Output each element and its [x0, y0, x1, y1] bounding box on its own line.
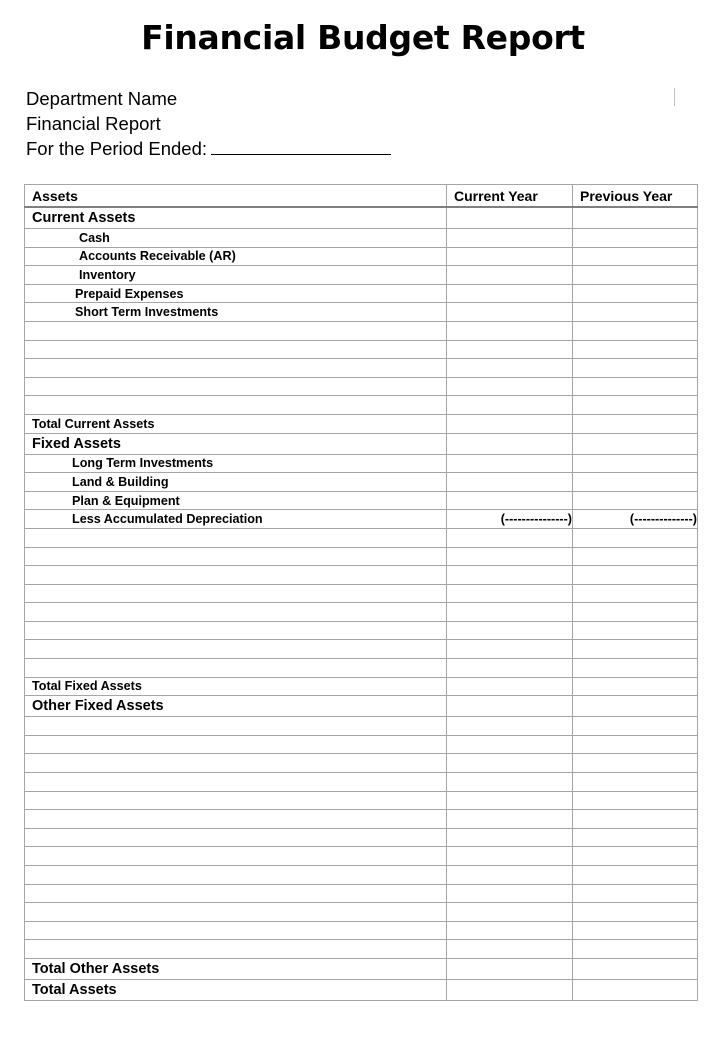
blank-row: [25, 735, 698, 754]
table-cell[interactable]: [25, 903, 447, 922]
table-cell[interactable]: [25, 773, 447, 792]
table-cell[interactable]: [25, 828, 447, 847]
table-cell[interactable]: [447, 696, 573, 717]
table-cell[interactable]: [447, 603, 573, 622]
blank-row: [25, 940, 698, 959]
table-cell[interactable]: [447, 528, 573, 547]
table-cell[interactable]: [573, 454, 698, 473]
table-cell[interactable]: [447, 828, 573, 847]
grand-total-row: [25, 979, 698, 1000]
table-cell[interactable]: [447, 433, 573, 454]
table-cell[interactable]: [573, 677, 698, 696]
row-label: Plan & Equipment: [25, 491, 447, 510]
table-cell[interactable]: [573, 377, 698, 396]
table-row: [25, 454, 698, 473]
table-cell[interactable]: [447, 958, 573, 979]
table-cell[interactable]: [573, 491, 698, 510]
total-fixed-assets-label: Total Fixed Assets: [25, 677, 447, 696]
table-cell[interactable]: [25, 547, 447, 566]
report-header: [26, 86, 391, 161]
table-cell[interactable]: [447, 640, 573, 659]
section-current-assets: [25, 207, 698, 229]
table-cell[interactable]: [573, 847, 698, 866]
row-label: Cash: [25, 229, 447, 248]
blank-row: [25, 810, 698, 829]
blank-row: [25, 377, 698, 396]
table-row: [25, 303, 698, 322]
table-cell[interactable]: [447, 284, 573, 303]
table-cell[interactable]: [447, 754, 573, 773]
blank-row: [25, 528, 698, 547]
blank-row: [25, 547, 698, 566]
table-cell[interactable]: [447, 903, 573, 922]
section-fixed-assets: [25, 433, 698, 454]
blank-row: [25, 340, 698, 359]
table-cell[interactable]: [447, 810, 573, 829]
table-cell[interactable]: [447, 884, 573, 903]
table-cell[interactable]: [573, 303, 698, 322]
blank-row: [25, 791, 698, 810]
table-cell[interactable]: [25, 884, 447, 903]
table-cell[interactable]: [573, 247, 698, 266]
table-row: [25, 284, 698, 303]
table-cell[interactable]: [447, 866, 573, 885]
row-label: Inventory: [25, 266, 447, 285]
blank-row: [25, 847, 698, 866]
table-row: [25, 247, 698, 266]
table-cell[interactable]: [25, 921, 447, 940]
table-cell[interactable]: [573, 207, 698, 229]
table-cell[interactable]: [447, 340, 573, 359]
table-cell[interactable]: [447, 791, 573, 810]
table-cell[interactable]: [573, 359, 698, 378]
table-cell[interactable]: [25, 396, 447, 415]
table-cell[interactable]: [573, 414, 698, 433]
blank-row: [25, 773, 698, 792]
table-cell[interactable]: [447, 396, 573, 415]
row-label: Land & Building: [25, 473, 447, 492]
table-cell[interactable]: [25, 717, 447, 736]
table-cell[interactable]: [447, 547, 573, 566]
total-assets-label: Total Assets: [25, 979, 447, 1000]
table-cell[interactable]: [573, 229, 698, 248]
blank-row: [25, 621, 698, 640]
total-other-assets-label: Total Other Assets: [25, 958, 447, 979]
table-cell[interactable]: [573, 921, 698, 940]
table-cell[interactable]: [573, 473, 698, 492]
table-cell[interactable]: [573, 866, 698, 885]
period-blank[interactable]: [211, 137, 391, 155]
blank-row: [25, 659, 698, 678]
table-cell[interactable]: [447, 735, 573, 754]
table-cell[interactable]: [573, 396, 698, 415]
table-cell[interactable]: [573, 696, 698, 717]
section-other-fixed-assets: [25, 696, 698, 717]
blank-row: [25, 321, 698, 340]
table-cell[interactable]: [447, 247, 573, 266]
table-cell[interactable]: [447, 717, 573, 736]
table-cell[interactable]: [447, 491, 573, 510]
table-cell[interactable]: [573, 979, 698, 1000]
table-cell[interactable]: [573, 640, 698, 659]
table-cell[interactable]: [447, 207, 573, 229]
table-cell[interactable]: [447, 621, 573, 640]
table-cell[interactable]: [573, 321, 698, 340]
column-header-current-year: Current Year: [447, 185, 573, 208]
table-cell[interactable]: [573, 266, 698, 285]
row-label: Short Term Investments: [25, 303, 447, 322]
table-cell[interactable]: [573, 958, 698, 979]
table-cell[interactable]: [573, 340, 698, 359]
table-cell[interactable]: [573, 810, 698, 829]
table-cell[interactable]: [573, 773, 698, 792]
report-name: Financial Report: [26, 113, 161, 134]
table-cell[interactable]: [447, 566, 573, 585]
table-cell[interactable]: [447, 414, 573, 433]
table-cell[interactable]: [573, 284, 698, 303]
table-cell[interactable]: [25, 621, 447, 640]
table-cell[interactable]: [573, 566, 698, 585]
depreciation-previous-cell[interactable]: (--------------): [573, 510, 698, 529]
table-cell[interactable]: [25, 603, 447, 622]
blank-row: [25, 566, 698, 585]
table-cell[interactable]: [447, 921, 573, 940]
blank-row: [25, 584, 698, 603]
table-cell[interactable]: [573, 621, 698, 640]
blank-row: [25, 640, 698, 659]
total-row: [25, 414, 698, 433]
table-row: [25, 229, 698, 248]
table-cell[interactable]: [573, 433, 698, 454]
row-label: Accounts Receivable (AR): [25, 247, 447, 266]
table-row: [25, 473, 698, 492]
blank-row: [25, 359, 698, 378]
table-cell[interactable]: [573, 884, 698, 903]
table-row: [25, 266, 698, 285]
column-header-assets: Assets: [25, 185, 447, 208]
table-cell[interactable]: [25, 321, 447, 340]
table-cell[interactable]: [25, 359, 447, 378]
table-cell[interactable]: [573, 717, 698, 736]
depreciation-current-cell[interactable]: (---------------): [447, 510, 573, 529]
blank-row: [25, 754, 698, 773]
text-cursor-mark: [674, 88, 675, 106]
row-label: Prepaid Expenses: [25, 284, 447, 303]
department-name: Department Name: [26, 88, 178, 109]
section-heading: Current Assets: [25, 207, 447, 229]
table-cell[interactable]: [447, 773, 573, 792]
table-row: [25, 510, 698, 529]
table-cell[interactable]: [447, 266, 573, 285]
table-cell[interactable]: [447, 677, 573, 696]
table-cell[interactable]: [25, 584, 447, 603]
table-cell[interactable]: [573, 584, 698, 603]
blank-row: [25, 828, 698, 847]
table-cell[interactable]: [447, 229, 573, 248]
page-title: Financial Budget Report: [141, 18, 585, 57]
table-cell[interactable]: [25, 791, 447, 810]
table-cell[interactable]: [573, 603, 698, 622]
table-cell[interactable]: [447, 659, 573, 678]
table-cell[interactable]: [25, 340, 447, 359]
table-cell[interactable]: [447, 940, 573, 959]
table-cell[interactable]: [573, 528, 698, 547]
blank-row: [25, 603, 698, 622]
table-cell[interactable]: [447, 359, 573, 378]
blank-row: [25, 903, 698, 922]
table-cell[interactable]: [573, 547, 698, 566]
total-row: [25, 677, 698, 696]
total-current-assets-label: Total Current Assets: [25, 414, 447, 433]
table-cell[interactable]: [25, 754, 447, 773]
period-line: [26, 136, 391, 161]
period-label: For the Period Ended:: [26, 138, 207, 159]
assets-table: [24, 184, 698, 1001]
table-cell[interactable]: [25, 847, 447, 866]
section-heading: Fixed Assets: [25, 433, 447, 454]
section-heading: Other Fixed Assets: [25, 696, 447, 717]
column-header-previous-year: Previous Year: [573, 185, 698, 208]
table-cell[interactable]: [447, 377, 573, 396]
table-cell[interactable]: [447, 321, 573, 340]
blank-row: [25, 884, 698, 903]
table-cell[interactable]: [25, 735, 447, 754]
table-cell[interactable]: [573, 754, 698, 773]
blank-row: [25, 396, 698, 415]
table-cell[interactable]: [25, 640, 447, 659]
table-cell[interactable]: [447, 303, 573, 322]
total-row: [25, 958, 698, 979]
table-cell[interactable]: [573, 828, 698, 847]
table-cell[interactable]: [447, 584, 573, 603]
row-label: Less Accumulated Depreciation: [25, 510, 447, 529]
blank-row: [25, 866, 698, 885]
blank-row: [25, 717, 698, 736]
table-cell[interactable]: [447, 454, 573, 473]
table-cell[interactable]: [25, 866, 447, 885]
table-cell[interactable]: [25, 659, 447, 678]
table-cell[interactable]: [573, 791, 698, 810]
table-cell[interactable]: [447, 473, 573, 492]
table-row: [25, 491, 698, 510]
table-cell[interactable]: [447, 847, 573, 866]
table-cell[interactable]: [25, 940, 447, 959]
table-cell[interactable]: [25, 377, 447, 396]
table-cell[interactable]: [573, 659, 698, 678]
table-cell[interactable]: [573, 903, 698, 922]
table-cell[interactable]: [573, 940, 698, 959]
row-label: Long Term Investments: [25, 454, 447, 473]
table-header-row: [25, 185, 698, 208]
table-cell[interactable]: [573, 735, 698, 754]
table-cell[interactable]: [25, 528, 447, 547]
table-cell[interactable]: [447, 979, 573, 1000]
blank-row: [25, 921, 698, 940]
table-cell[interactable]: [25, 810, 447, 829]
table-cell[interactable]: [25, 566, 447, 585]
